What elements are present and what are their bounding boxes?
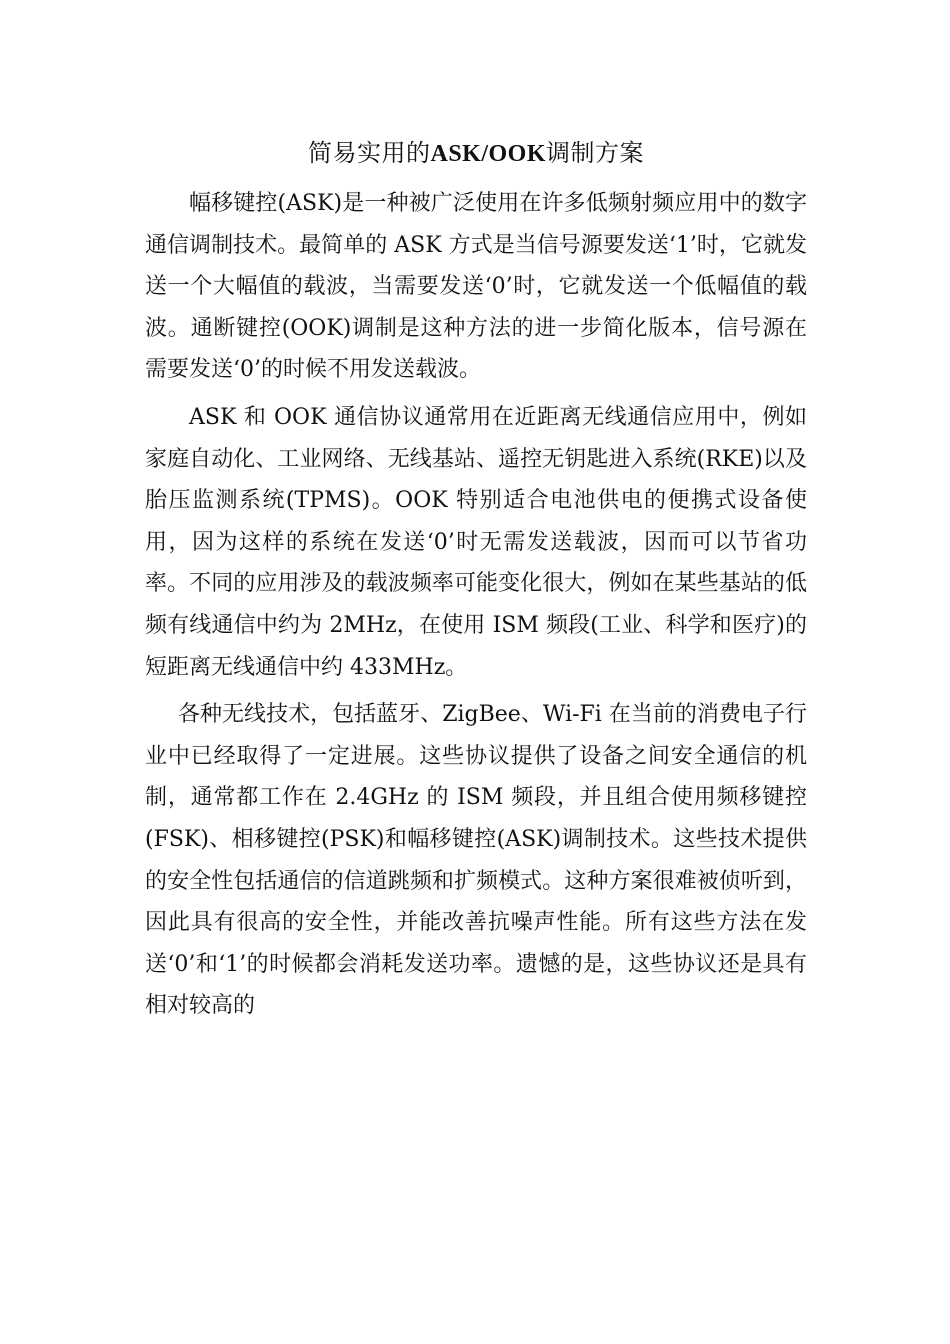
document-title: [145, 126, 807, 181]
title-prefix: 简易实用的: [307, 139, 431, 167]
title-suffix: 调制方案: [546, 139, 645, 167]
document-page: [145, 126, 807, 1027]
title-latin: ASK/OOK: [430, 141, 547, 167]
paragraph-2: ASK 和 OOK 通信协议通常用在近距离无线通信应用中，例如家庭自动化、工业网络、无线基站、遥控无钥匙进入系统(RKE)以及胎压监测系统(TPMS)。OOK 特别适合电池供电的便携式设备使用，因为这样的系统在发送‘0’时无需发送载波，因而可以节省功率。不同的应用涉及的载波频率可能变化很大，例如在某些基站的低频有线通信中约为 2MHz，在使用 ISM 频段(工业、科学和医疗)的短距离无线通信中约 433MHz。: [145, 404, 807, 680]
paragraph-3: 各种无线技术，包括蓝牙、ZigBee、Wi-Fi 在当前的消费电子行业中已经取得了一定进展。这些协议提供了设备之间安全通信的机制，通常都工作在 2.4GHz 的 ISM 频段，并且组合使用频移键控(FSK)、相移键控(PSK)和幅移键控(ASK)调制技术。这些技术提供的安全性包括通信的信道跳频和扩频模式。这种方案很难被侦听到，因此具有很高的安全性，并能改善抗噪声性能。所有这些方法在发送‘0’和‘1’的时候都会消耗发送功率。遗憾的是，这些协议还是具有相对较高的: [145, 702, 807, 1019]
paragraph-1: 幅移键控(ASK)是一种被广泛使用在许多低频射频应用中的数字通信调制技术。最简单的 ASK 方式是当信号源要发送‘1’时，它就发送一个大幅值的载波，当需要发送‘0’时，它就发送一个低幅值的载波。通断键控(OOK)调制是这种方法的进一步简化版本，信号源在需要发送‘0’的时候不用发送载波。: [145, 191, 807, 383]
